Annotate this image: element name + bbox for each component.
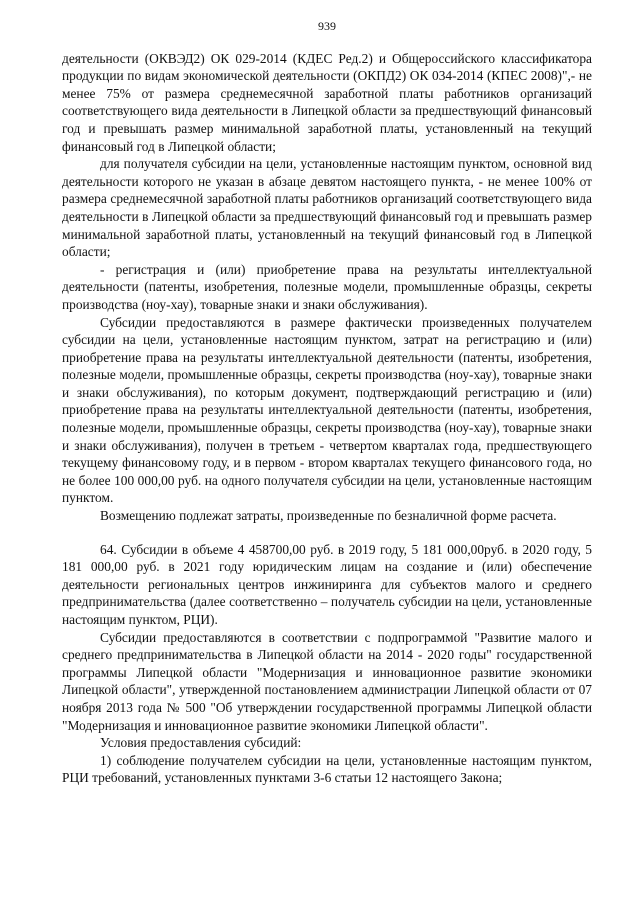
paragraph-subprogram: Субсидии предоставляются в соответствии с подпрограммой "Развитие малого и среднего предпринимательства в Липецкой области на 2014 - 2020 годы" государственной программы Липецкой области "Модернизация и инновационное развитие экономики Липецкой области", утвержденной постановлением администрации Липецкой области от 07 ноября 2013 года № 500 "Об утверждении государственной программы Липецкой области "Модернизация и инновационное развитие экономики Липецкой области". <box>62 629 592 733</box>
paragraph-continuation: деятельности (ОКВЭД2) ОК 029-2014 (КДЕС Ред.2) и Общероссийского классификатора продукции по видам экономической деятельности (ОКПД2) ОК 034-2014 (КПЕС 2008)",- не менее 75% от размера среднемесячной заработной платы работников организаций соответствующего вида деятельности в Липецкой области за предшествующий финансовый год и превышать размер минимальной заработной платы, установленный на текущий финансовый год в Липецкой области; <box>62 50 592 154</box>
paragraph-ip-registration: - регистрация и (или) приобретение права на результаты интеллектуальной деятельности (патенты, изобретения, полезные модели, промышленные образцы, секреты производства (ноу-хау), товарные знаки и знаки обслуживания). <box>62 261 592 312</box>
page-number: 939 <box>318 19 336 33</box>
paragraph-reimbursement: Возмещению подлежат затраты, произведенные по безналичной форме расчета. <box>100 508 557 524</box>
paragraph-conditions-heading: Условия предоставления субсидий: <box>100 735 302 751</box>
paragraph-other-activity: для получателя субсидии на цели, установленные настоящим пунктом, основной вид деятельности которого не указан в абзаце девятом настоящего пункта, - не менее 100% от размера среднемесячной заработной платы работников организаций соответствующего вида деятельности в Липецкой области за предшествующий финансовый год и превышать размер минимальной заработной платы, установленный на текущий финансовый год в Липецкой области; <box>62 156 592 260</box>
paragraph-condition-1: 1) соблюдение получателем субсидии на цели, установленные настоящим пунктом, РЦИ требований, установленных пунктами 3-6 статьи 12 настоящего Закона; <box>62 752 592 786</box>
section-gap <box>62 525 592 541</box>
paragraph-item-64: 64. Субсидии в объеме 4 458700,00 руб. в 2019 году, 5 181 000,00руб. в 2020 году, 5 181 000,00 руб. в 2021 году юридическим лицам на создание и (или) обеспечение деятельности региональных центров инжиниринга для субъектов малого и среднего предпринимательства (далее соответственно – получатель субсидии на цели, установленные настоящим пунктом, РЦИ). <box>62 541 592 627</box>
paragraph-subsidy-amount: Субсидии предоставляются в размере фактически произведенных получателем субсидии на цели, установленные настоящим пунктом, затрат на регистрацию и (или) приобретение права на результаты интеллектуальной деятельности (патенты, изобретения, полезные модели, промышленные образцы, секреты производства (ноу-хау), товарные знаки и знаки обслуживания), по которым документ, подтверждающий регистрацию и (или) приобретение права на результаты интеллектуальной деятельности (патенты, изобретения, полезные модели, промышленные образцы, секреты производства (ноу-хау), товарные знаки и знаки обслуживания), получен в третьем - четвертом кварталах года, предшествующего текущему финансовому году, и в первом - втором кварталах текущего финансового года, но не более 100 000,00 руб. на одного получателя субсидии на цели, установленные настоящим пунктом. <box>62 314 592 506</box>
